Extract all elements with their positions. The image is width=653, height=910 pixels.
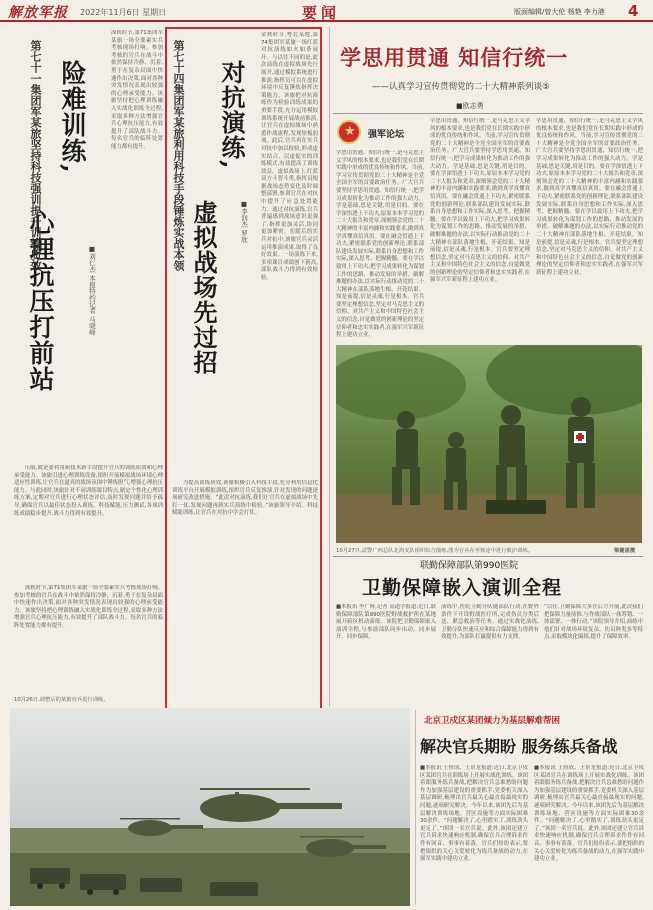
mid-story-subtitle: 第七十四集团军某旅利用科技手段锤炼实战本领 [172, 40, 185, 271]
unit-story-kicker: 联勤保障部队第990医院 [420, 561, 519, 571]
unit-story-divider [333, 556, 643, 557]
feature-col-3 [536, 118, 643, 345]
left-story-title-2: 心理抗压打前站 [26, 210, 55, 392]
helicopter-photo-image [10, 708, 410, 906]
mid-story-body [261, 32, 318, 477]
helicopter-photo [10, 708, 410, 906]
bottom-story-kicker: 北京卫戍区某团倾力为基层解难帮困 [424, 716, 561, 726]
feature-col-2-text: 学思用贯通、知信行统一,是马克思主义学风的根本要求,也是我们党在长期实践中形成的优良传统和作风。当前,学习宣传贯彻党的二十大精神是全党全国全军的首要政治任务。广大官兵要坚持学思用贯通、知信行统一,把学习成果转化为推动工作的强大动力。学是基础,思是关键,用是目的。要在学深悟透上下功夫,原原本本学习党的二十大报告和党章,深刻领会党的二十大精神的丰富内涵和实践要求,做到真学真懂真信真用。要在融会贯通上下功夫,紧密联系党的创新理论,联系部队建设发展实际,联系自身思想和工作实际,深入思考、把握精髓。要在学以致用上下功夫,把学习成果转化为谋划工作的思路、推动发展的举措、破解难题的办法,以实际行动推动党的二十大精神在部队落地生根、开花结果。知是前提,信是灵魂,行是根本。官兵要坚定理想信念,坚定对马克思主义的信仰、对共产主义和中国特色社会主义的信念,自觉做党的创新理论的坚定信仰者和忠实实践者,在强军兴军新征程上建功立业。 [430, 118, 530, 284]
bottom-story-col-2 [534, 765, 644, 905]
newspaper-logo: 解放军报 [8, 5, 68, 21]
bottom-story-headline: 解决官兵期盼 服务练兵备战 [420, 737, 618, 756]
bottom-story-col-1 [420, 765, 528, 905]
feature-divider [333, 113, 643, 114]
column-rule-2 [415, 710, 416, 905]
star-icon: ★ [344, 124, 356, 139]
page-editors: 版面编辑/曾大伦 杨艳 李力港 [514, 8, 605, 16]
left-story-subtitle: 第七十一集团军某旅坚持科技强训提升训练质效 [29, 40, 42, 271]
left-story-body-bottom-text: 压限,就是要利用新技术新手段提升官兵的训练质效和心理承受能力。该旅引进心理训练设备,组织开展模拟战场环境心理适应性训练,让官兵在逼真的战场氛围中锤炼胆气,增强心理抗压能力。与此同时,该旅针对不同训练课目特点,制定个性化心理训练方案,定期对官兵进行心理状态评估,及时发现问题并给予疏导,确保官兵以最佳状态投入训练。科技赋能,压力测试,各项训练成绩稳步提升,战斗力得到有效提升。 [14, 465, 163, 517]
feature-col-1-text: 学思用贯通、知信行统一,是马克思主义学风的根本要求,也是我们党在长期实践中形成的优良传统和作风。当前,学习宣传贯彻党的二十大精神是全党全国全军的首要政治任务。广大官兵要坚持学思用贯通、知信行统一,把学习成果转化为推动工作的强大动力。学是基础,思是关键,用是目的。要在学深悟透上下功夫,原原本本学习党的二十大报告和党章,深刻领会党的二十大精神的丰富内涵和实践要求,做到真学真懂真信真用。要在融会贯通上下功夫,紧密联系党的创新理论,联系部队建设发展实际,联系自身思想和工作实际,深入思考、把握精髓。要在学以致用上下功夫,把学习成果转化为谋划工作的思路、推动发展的举措、破解难题的办法,以实际行动推动党的二十大精神在部队落地生根、开花结果。知是前提,信是灵魂,行是根本。官兵要坚定理想信念,坚定对马克思主义的信仰、对共产主义和中国特色社会主义的信念,自觉做党的创新理论的坚定信仰者和忠实实践者,在强军兴军新征程上建功立业。 [336, 150, 424, 339]
mid-story-title-1: 对抗演练, [217, 60, 246, 170]
unit-story-col-2-text: 演练中,医院卫勤分队随部队行动,在野外条件下开设野战医疗所,完成伤员分类后送、紧急救治等任务。通过实战化演练,卫勤分队快速反应和综合保障能力得到有效提升,为部队打赢提供有力支撑。 [441, 604, 539, 641]
feature-headline: 学思用贯通 知信行统一 [340, 46, 569, 70]
mid-story-byline: ■李润杰 罗欣 [240, 200, 248, 243]
soldiers-photo-credit: 梁健恩摄 [614, 548, 636, 554]
soldiers-photo-caption: 10月27日,武警广西总队北海支队组织综合演练,图为官兵在考核途中进行救护训练。 [336, 548, 533, 554]
unit-story-col-3 [544, 604, 643, 704]
column-name: 强军论坛 [368, 130, 405, 140]
left-story-body-top [111, 30, 163, 465]
unit-story-col-3-text: “以往,卫勤保障大多在后方开展,此次我们把保障力量前推,与作战部队一体筹划、一体部署、一体行动。”该院领导介绍,演练中他们针对战场环境复杂、伤员种类多等特点,采取模块化编组,提升了保障效率。 [544, 604, 643, 641]
feature-col-2 [430, 118, 530, 345]
unit-story-col-1-text: ■本报讯 李广辉,记者 高道学报道:近日,联勤保障部队第990医院野战救护所在某地展开跨区机动演练。该院把卫勤保障嵌入演训全程,与参演部队同步出动、同步展开、同步保障。 [336, 604, 436, 641]
soldiers-photo [336, 345, 642, 543]
left-story-continuation-text: 深秋时节,第71集团军某旅一场全要素实兵考核现场打响。参加考核的官兵在战斗中依然保持冷静、沉着,勇于在复杂局面中快速作出决策,面对各种突发情况表现出较强的心理承受能力。该旅坚持把心理训练融入实战化训练全过程,采取多种方法增强官兵心理抗压能力,有效提升了部队战斗力。每名官兵的临阵处置能力都有提升。 [14, 585, 163, 629]
masthead [0, 0, 653, 22]
unit-story-col-2 [441, 604, 539, 704]
unit-story-col-1 [336, 604, 436, 704]
feature-subheadline: ——认真学习宣传贯彻党的二十大精神系列谈⑤ [372, 82, 550, 92]
unit-story-headline: 卫勤保障嵌入演训全程 [362, 577, 563, 599]
soldiers-photo-image [336, 345, 642, 543]
left-story-body-top-text: 深秋时节,第71集团军某旅一场全要素实兵考核现场打响。参加考核的官兵在战斗中依然保持冷静、沉着,勇于在复杂局面中快速作出决策,面对各种突发情况表现出较强的心理承受能力。该旅坚持把心理训练融入实战化训练全过程,采取多种方法增强官兵心理抗压能力,有效提升了部队战斗力。每名官兵的临阵处置能力都有提升。 [111, 30, 163, 150]
left-photo-caption: 10月26日,调整后的某旅官兵进行训练。 [14, 697, 109, 703]
mid-story-body-bottom-text: 为提高训练质效,该旅积极引入科技手段,充分利用信息化训练平台开展模拟训练,组织官兵反复推演,针对发现的问题逐项研究改进措施。“此次对抗演练,我们让官兵在虚拟战场中先打一仗,发现问题再到实兵演练中检验。”该旅领导介绍。科技赋能训练,让官兵在对抗中学会打仗。 [172, 480, 318, 517]
column-badge [337, 120, 361, 144]
left-story-title-1: 险难训练, [58, 60, 87, 174]
feature-author: ■欧志勇 [456, 102, 484, 110]
left-story-continuation [14, 585, 163, 690]
left-story-body-bottom [14, 465, 163, 585]
feature-col-1 [336, 150, 424, 345]
section-title: 要闻 [302, 4, 341, 22]
left-story-byline: ■刘仁杰 本报特约记者 马晓峰 [88, 245, 96, 336]
feature-col-3-text: 学思用贯通、知信行统一,是马克思主义学风的根本要求,也是我们党在长期实践中形成的优良传统和作风。当前,学习宣传贯彻党的二十大精神是全党全国全军的首要政治任务。广大官兵要坚持学思用贯通、知信行统一,把学习成果转化为推动工作的强大动力。学是基础,思是关键,用是目的。要在学深悟透上下功夫,原原本本学习党的二十大报告和党章,深刻领会党的二十大精神的丰富内涵和实践要求,做到真学真懂真信真用。要在融会贯通上下功夫,紧密联系党的创新理论,联系部队建设发展实际,联系自身思想和工作实际,深入思考、把握精髓。要在学以致用上下功夫,把学习成果转化为谋划工作的思路、推动发展的举措、破解难题的办法,以实际行动推动党的二十大精神在部队落地生根、开花结果。知是前提,信是灵魂,行是根本。官兵要坚定理想信念,坚定对马克思主义的信仰、对共产主义和中国特色社会主义的信念,自觉做党的创新理论的坚定信仰者和忠实实践者,在强军兴军新征程上建功立业。 [536, 118, 643, 276]
bottom-story-col-1-text: ■本报讯 王煜成、王景龙报道:近日,北京卫戍区某团官兵在训练场上开展实战化训练。该团着眼服务练兵备战,把解决官兵急难愁盼问题作为加强基层建设的重要抓手,党委机关深入基层调研,梳理出官兵最关心最直接最现实的问题,逐项研究解决。今年以来,该团先后为基层解决训练场地、营区设施等方面实际困难30余件。“问题解决了,心里踏实了,训练劲头更足了。”该团一名官兵说。此外,该团还建立官兵诉求快速响应机制,确保官兵合理诉求件件有回音、事事有着落。官兵们纷纷表示,要把组织的关心关爱转化为练兵备战的动力,在强军实践中建功立业。 [420, 765, 528, 863]
page-number: 4 [628, 2, 639, 20]
issue-date: 2022年11月6日 星期日 [80, 8, 167, 17]
bottom-story-col-2-text: ■本报讯 王煜成、王景龙报道:近日,北京卫戍区某团官兵在训练场上开展实战化训练。该团着眼服务练兵备战,把解决官兵急难愁盼问题作为加强基层建设的重要抓手,党委机关深入基层调研,梳理出官兵最关心最直接最现实的问题,逐项研究解决。今年以来,该团先后为基层解决训练场地、营区设施等方面实际困难30余件。“问题解决了,心里踏实了,训练劲头更足了。”该团一名官兵说。此外,该团还建立官兵诉求快速响应机制,确保官兵合理诉求件件有回音、事事有着落。官兵们纷纷表示,要把组织的关心关爱转化为练兵备战的动力,在强军实践中建功立业。 [534, 765, 644, 863]
mid-story-body-text: 金秋时节,粤北某地,第74集团军某旅一场红蓝对抗演练如火如荼展开。与以往不同的是,此次演练在虚拟战场先行展开,通过模拟系统进行推演,指挥员可以在虚拟环境中反复锤炼指挥决策能力。该旅把对抗演练作为检验训练成果的重要手段,充分运用模拟训练系统开展战前推演,让官兵在虚拟战场中熟悉作战流程,发现短板弱项。此后,官兵再在实兵对抗中加以检验,形成虚实结合、以虚促实的训练模式,有效提高了训练效益。虚拟战场上,红蓝双方斗智斗勇,指挥员根据战场态势变化及时调整部署,参训官兵在对抗中提升了应急处置能力。通过对抗演练,官兵普遍感到战场意识更强了,指挥更加灵活,协同更加紧密。在随后的实兵对抗中,该旅官兵灵活运用推演成果,取得了良好效果。一场演练下来,多项课目成绩创下新高,部队战斗力得到有效检验。 [261, 32, 318, 281]
column-rule-1 [329, 27, 330, 707]
mid-story-title-2: 虚拟战场先过招 [189, 200, 218, 375]
